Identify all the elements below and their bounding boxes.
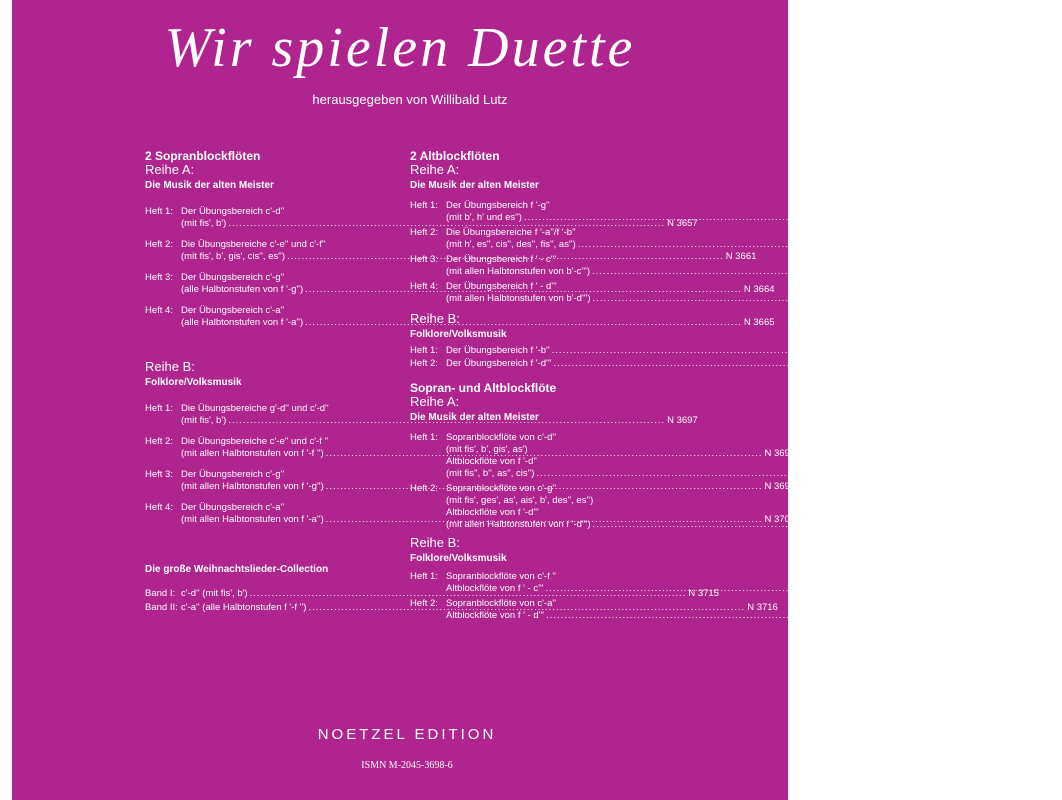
entry-line [446, 598, 1015, 610]
entry-text: Der Übungsbereich c'-g'' [181, 469, 285, 480]
catalog-number: N 3657 [667, 218, 698, 229]
leader-dots [553, 358, 990, 370]
entry-text: (alle Halbtonstufen von f '-g'') [181, 284, 304, 295]
section-heading: 2 Altblockflöten [410, 149, 500, 163]
entry-text: (mit h', es'', cis'', des'', fis'', as'') [446, 239, 576, 250]
entry-text: c'-d'' (mit fis', b') [181, 588, 248, 599]
entry-line [446, 212, 993, 224]
entry-body [446, 432, 1006, 480]
entry-line [446, 495, 1062, 507]
entry-text: Sopranblockflöte von c'-g'' [446, 483, 557, 494]
reihe-subtitle: Folklore/Volksmusik [410, 553, 507, 564]
publisher-name: NOETZEL EDITION [317, 726, 497, 743]
entry-line [446, 468, 1006, 480]
leader-dots [578, 239, 1015, 251]
catalog-entry [410, 345, 1022, 357]
entry-text: c'-a'' (alle Halbtonstufen f '-f '') [181, 602, 307, 613]
entry-body [446, 358, 1023, 370]
entry-line [446, 266, 1061, 278]
entry-label: Heft 1: [145, 206, 173, 217]
entry-line [446, 200, 993, 212]
reihe-label: Reihe B: [410, 311, 460, 326]
entry-text: Der Übungsbereich c'-a'' [181, 502, 285, 513]
entry-line [446, 444, 1006, 456]
section-heading: 2 Sopranblockflöten [145, 149, 261, 163]
book-cover [12, 0, 1062, 800]
catalog-list [410, 345, 1023, 370]
catalog-number: N 3700 [764, 514, 796, 525]
entry-line [446, 583, 1015, 595]
entry-text: Die Übungsbereiche f '-a''/f '-b'' [446, 227, 576, 238]
entry-label: Heft 2: [410, 483, 438, 494]
leader-dots [593, 293, 1030, 305]
collection-title: Die große Weihnachtslieder-Collection [145, 564, 329, 575]
ismn-number: ISMN M-2045-3698-6 [361, 760, 453, 771]
entry-label: Heft 2: [410, 227, 438, 238]
entry-text: Der Übungsbereich f ' - d''' [446, 281, 557, 292]
entry-line [446, 345, 1021, 357]
entry-line [446, 358, 1023, 370]
section-heading: Sopran- und Altblockflöte [410, 381, 557, 395]
leader-dots [524, 212, 961, 224]
entry-label: Heft 1: [410, 345, 438, 356]
entry-body [446, 571, 1015, 595]
entry-label: Heft 1: [410, 432, 438, 443]
catalog-number: N 3766 [975, 468, 1006, 479]
entry-text: (mit fis'', b'', as'', cis'') [446, 468, 535, 479]
leader-dots [536, 468, 973, 480]
entry-text: Sopranblockflöte von c'-f '' [446, 571, 556, 582]
entry-line [446, 239, 1047, 251]
catalog-number: N 3697 [667, 415, 698, 426]
reihe-subtitle: Folklore/Volksmusik [410, 329, 507, 340]
catalog-entry [410, 358, 1023, 370]
entry-text: Altblockflöte von f ' - d''' [446, 610, 545, 621]
catalog-number: N 3699 [764, 481, 796, 492]
reihe-label: Reihe A: [410, 162, 460, 177]
entry-body [446, 345, 1021, 357]
entry-label: Heft 3: [410, 254, 438, 265]
entry-text: Der Übungsbereich f '-g'' [446, 200, 550, 211]
entry-label: Band II: [145, 602, 178, 613]
entry-text: Die Übungsbereiche c'-e'' und c'-f'' [181, 239, 326, 250]
leader-dots [592, 266, 1029, 278]
entry-text: (mit fis', b', gis', as') [446, 444, 528, 455]
reihe-subtitle: Folklore/Volksmusik [145, 377, 242, 388]
entry-label: Heft 3: [145, 469, 173, 480]
entry-line [446, 519, 1062, 531]
entry-line [446, 610, 1015, 622]
catalog-number: N 3803 [984, 610, 1016, 621]
entry-text: (mit allen Halbtonstufen von b'-d''') [446, 293, 591, 304]
catalog-entry [410, 227, 1048, 251]
entry-line [446, 254, 1061, 266]
entry-line [446, 483, 1062, 495]
entry-label: Heft 2: [145, 239, 173, 250]
entry-text: Der Übungsbereich c'-a'' [181, 305, 285, 316]
catalog-number: N 3717 [962, 212, 994, 223]
entry-line [446, 507, 1062, 519]
entry-text: Die Übungsbereiche c'-e'' und c'-f '' [181, 436, 329, 447]
entry-label: Heft 2: [410, 358, 438, 369]
catalog-number: N 3665 [743, 317, 775, 328]
entry-line [446, 571, 1015, 583]
entry-line [446, 432, 1006, 444]
entry-body [446, 200, 993, 224]
entry-line [446, 281, 1062, 293]
entry-text: (mit allen Halbtonstufen von b'-c''') [446, 266, 591, 277]
reihe-label: Reihe A: [145, 162, 195, 177]
catalog-number: N 3698 [764, 448, 796, 459]
entry-line [446, 293, 1062, 305]
entry-text: (mit allen Halbtonstufen von f '-a'') [181, 514, 324, 525]
entry-text: Der Übungsbereich f ' - c''' [446, 254, 557, 265]
entry-label: Band I: [145, 588, 176, 599]
entry-text: (mit allen Halbtonstufen von f '-g'') [181, 481, 324, 492]
catalog-number: N 3664 [743, 284, 775, 295]
entry-line [446, 456, 1006, 468]
reihe-label: Reihe A: [410, 394, 460, 409]
reihe-subtitle: Die Musik der alten Meister [145, 180, 274, 191]
cover-subtitle: herausgegeben von Willibald Lutz [312, 92, 508, 107]
catalog-number: N 3773 [990, 345, 1022, 356]
entry-text: (mit allen Halbtonstufen von f '-d''') [446, 519, 591, 530]
entry-label: Heft 1: [410, 571, 438, 582]
leader-dots [546, 610, 983, 622]
entry-text: Der Übungsbereich f '-d''' [446, 358, 552, 369]
catalog-number: N 3718 [1016, 239, 1048, 250]
leader-dots [593, 519, 1030, 531]
entry-label: Heft 2: [410, 598, 438, 609]
leader-dots [552, 345, 989, 357]
entry-line [446, 227, 1047, 239]
entry-text: Altblockflöte von f '-d'' [446, 456, 537, 467]
cover-title: Wir spielen Duette [164, 17, 636, 79]
entry-text: Sopranblockflöte von c'-d'' [446, 432, 557, 443]
entry-label: Heft 1: [410, 200, 438, 211]
entry-text: Die Übungsbereiche g'-d'' und c'-d'' [181, 403, 329, 414]
entry-body [446, 483, 1062, 531]
catalog-number: N 3715 [688, 588, 719, 599]
entry-label: Heft 3: [145, 272, 173, 283]
catalog-number: N 3661 [725, 251, 757, 262]
entry-label: Heft 1: [145, 403, 173, 414]
entry-label: Heft 2: [145, 436, 173, 447]
entry-text: Altblockflöte von f ' - c''' [446, 583, 544, 594]
catalog-number: N 3802 [984, 583, 1015, 594]
entry-body [446, 227, 1047, 251]
entry-label: Heft 4: [410, 281, 438, 292]
entry-text: Der Übungsbereich c'-d'' [181, 206, 285, 217]
entry-text: Altblockflöte von f '-d''' [446, 507, 539, 518]
entry-text: (mit fis', b') [181, 415, 227, 426]
entry-body [446, 598, 1015, 622]
entry-text: (mit fis', b', gis', cis'', es'') [181, 251, 286, 262]
catalog-number: N 3774 [992, 358, 1023, 369]
reihe-subtitle: Die Musik der alten Meister [410, 180, 539, 191]
entry-text: (mit fis', ges', as', ais', b', des'', es'') [446, 495, 594, 506]
reihe-label: Reihe B: [410, 535, 460, 550]
catalog-number: N 3720 [1031, 293, 1062, 304]
entry-text: Der Übungsbereich c'-g'' [181, 272, 285, 283]
entry-label: Heft 4: [145, 502, 173, 513]
entry-body [446, 281, 1062, 305]
leader-dots [546, 583, 983, 595]
entry-text: Sopranblockflöte von c'-a'' [446, 598, 557, 609]
entry-body [446, 254, 1061, 278]
entry-text: Der Übungsbereich f '-b'' [446, 345, 550, 356]
entry-text: (mit b', h' und es'') [446, 212, 522, 223]
entry-text: (mit allen Halbtonstufen von f '-f '') [181, 448, 324, 459]
catalog-number: N 3719 [1030, 266, 1062, 277]
catalog-number: N 3767 [1031, 519, 1062, 530]
entry-text: (alle Halbtonstufen von f '-a'') [181, 317, 304, 328]
entry-text: (mit fis', b') [181, 218, 227, 229]
catalog-number: N 3716 [747, 602, 778, 613]
entry-label: Heft 4: [145, 305, 173, 316]
reihe-subtitle: Die Musik der alten Meister [410, 412, 539, 423]
reihe-label: Reihe B: [145, 359, 195, 374]
